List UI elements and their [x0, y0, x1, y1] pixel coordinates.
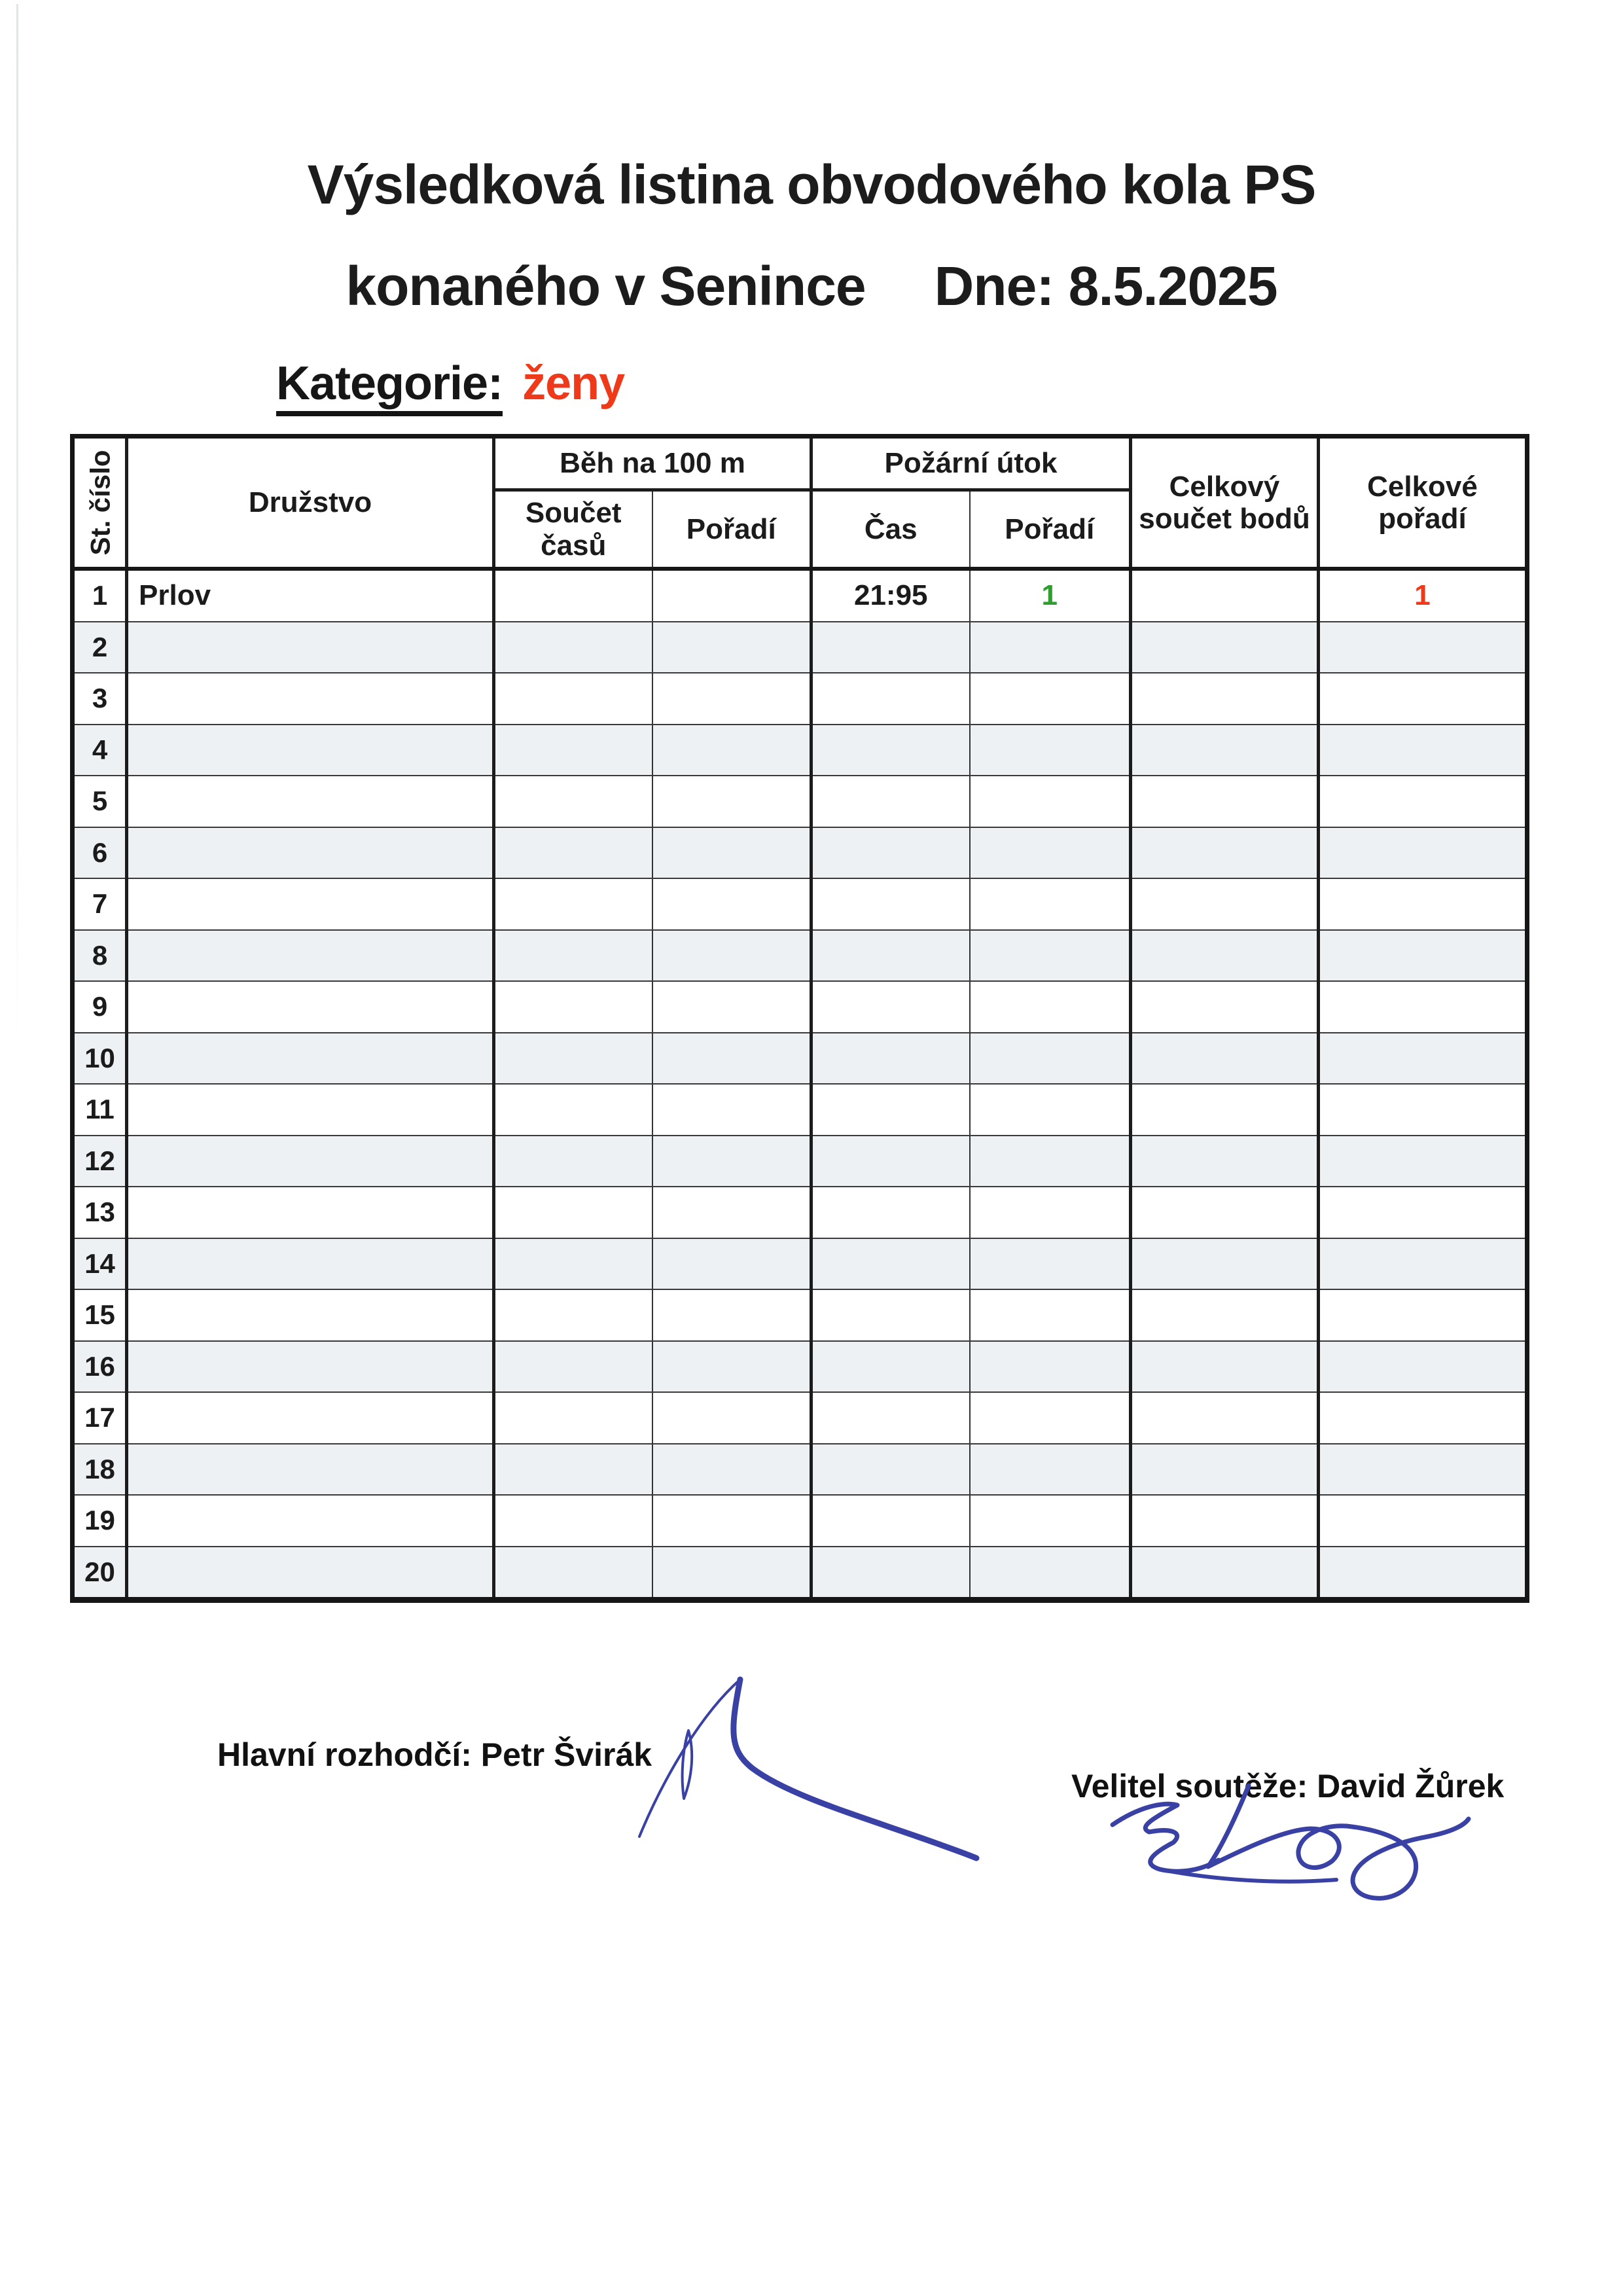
- column-header-poradi-utok: Pořadí: [970, 490, 1131, 569]
- row-14-celkovy_soucet: [1131, 1238, 1319, 1290]
- row-11-druzstvo: [127, 1084, 494, 1136]
- row-9-druzstvo: [127, 981, 494, 1033]
- row-14-utok_cas: [812, 1238, 970, 1290]
- row-3-beh_poradi: [652, 673, 812, 725]
- row-4-celkove_poradi: [1319, 725, 1527, 776]
- table-row: [73, 827, 1527, 879]
- row-11-utok_cas: [812, 1084, 970, 1136]
- row-6-utok_cas: [812, 827, 970, 879]
- row-4-druzstvo: [127, 725, 494, 776]
- row-16-beh_soucet: [494, 1341, 652, 1393]
- column-header-celkove-poradi: Celkové pořadí: [1319, 437, 1527, 569]
- row-15-celkovy_soucet: [1131, 1289, 1319, 1341]
- row-15-celkove_poradi: [1319, 1289, 1527, 1341]
- table-row: [73, 1084, 1527, 1136]
- row-6-druzstvo: [127, 827, 494, 879]
- row-16-celkove_poradi: [1319, 1341, 1527, 1393]
- row-10-utok_poradi: [970, 1033, 1131, 1085]
- table-row: [73, 1187, 1527, 1238]
- results-table: [70, 434, 1529, 1603]
- row-17-utok_poradi: [970, 1392, 1131, 1444]
- row-3-celkovy_soucet: [1131, 673, 1319, 725]
- row-20-num: 20: [73, 1547, 127, 1600]
- row-7-celkove_poradi: [1319, 878, 1527, 930]
- row-4-utok_cas: [812, 725, 970, 776]
- row-17-celkovy_soucet: [1131, 1392, 1319, 1444]
- row-10-beh_soucet: [494, 1033, 652, 1085]
- row-1-druzstvo: Prlov: [127, 569, 494, 622]
- table-row: [73, 622, 1527, 673]
- row-20-druzstvo: [127, 1547, 494, 1600]
- row-5-druzstvo: [127, 776, 494, 827]
- row-6-celkovy_soucet: [1131, 827, 1319, 879]
- row-1-utok_cas: 21:95: [812, 569, 970, 622]
- row-2-utok_poradi: [970, 622, 1131, 673]
- table-row: [73, 1495, 1527, 1547]
- row-2-beh_poradi: [652, 622, 812, 673]
- row-16-celkovy_soucet: [1131, 1341, 1319, 1393]
- row-10-utok_cas: [812, 1033, 970, 1085]
- row-5-celkovy_soucet: [1131, 776, 1319, 827]
- row-9-celkove_poradi: [1319, 981, 1527, 1033]
- row-7-celkovy_soucet: [1131, 878, 1319, 930]
- row-13-celkove_poradi: [1319, 1187, 1527, 1238]
- category-value: ženy: [522, 357, 625, 410]
- row-9-utok_poradi: [970, 981, 1131, 1033]
- row-13-celkovy_soucet: [1131, 1187, 1319, 1238]
- row-3-celkove_poradi: [1319, 673, 1527, 725]
- row-17-utok_cas: [812, 1392, 970, 1444]
- page-title-line2: [0, 236, 1623, 337]
- row-5-num: 5: [73, 776, 127, 827]
- row-3-druzstvo: [127, 673, 494, 725]
- row-3-num: 3: [73, 673, 127, 725]
- row-1-utok_poradi: 1: [970, 569, 1131, 622]
- row-20-celkove_poradi: [1319, 1547, 1527, 1600]
- row-2-druzstvo: [127, 622, 494, 673]
- competition-commander-label: Velitel soutěže: David Žůrek: [1071, 1768, 1505, 1804]
- row-17-celkove_poradi: [1319, 1392, 1527, 1444]
- row-18-num: 18: [73, 1444, 127, 1496]
- row-14-beh_poradi: [652, 1238, 812, 1290]
- row-19-utok_cas: [812, 1495, 970, 1547]
- row-10-druzstvo: [127, 1033, 494, 1085]
- row-15-beh_poradi: [652, 1289, 812, 1341]
- row-4-beh_poradi: [652, 725, 812, 776]
- row-17-druzstvo: [127, 1392, 494, 1444]
- row-5-utok_cas: [812, 776, 970, 827]
- row-7-utok_cas: [812, 878, 970, 930]
- row-4-beh_soucet: [494, 725, 652, 776]
- table-row: [73, 1136, 1527, 1187]
- row-6-num: 6: [73, 827, 127, 879]
- row-15-utok_cas: [812, 1289, 970, 1341]
- row-2-beh_soucet: [494, 622, 652, 673]
- row-18-utok_cas: [812, 1444, 970, 1496]
- row-16-utok_poradi: [970, 1341, 1131, 1393]
- row-13-utok_poradi: [970, 1187, 1131, 1238]
- table-row: [73, 1444, 1527, 1496]
- row-6-beh_poradi: [652, 827, 812, 879]
- row-19-num: 19: [73, 1495, 127, 1547]
- row-14-celkove_poradi: [1319, 1238, 1527, 1290]
- column-header-poradi-beh: Pořadí: [652, 490, 812, 569]
- row-19-druzstvo: [127, 1495, 494, 1547]
- row-9-beh_poradi: [652, 981, 812, 1033]
- row-17-num: 17: [73, 1392, 127, 1444]
- row-9-utok_cas: [812, 981, 970, 1033]
- table-row: [73, 1547, 1527, 1600]
- row-3-utok_cas: [812, 673, 970, 725]
- row-11-celkove_poradi: [1319, 1084, 1527, 1136]
- chief-referee-label: Hlavní rozhodčí: Petr Švirák: [217, 1736, 652, 1773]
- row-10-celkovy_soucet: [1131, 1033, 1319, 1085]
- row-15-druzstvo: [127, 1289, 494, 1341]
- row-13-druzstvo: [127, 1187, 494, 1238]
- row-1-celkove_poradi: 1: [1319, 569, 1527, 622]
- table-row: [73, 1033, 1527, 1085]
- row-11-num: 11: [73, 1084, 127, 1136]
- column-header-soucet-casu: Součet časů: [494, 490, 652, 569]
- row-11-celkovy_soucet: [1131, 1084, 1319, 1136]
- table-row: [73, 1289, 1527, 1341]
- table-row: [73, 1238, 1527, 1290]
- row-10-beh_poradi: [652, 1033, 812, 1085]
- row-15-utok_poradi: [970, 1289, 1131, 1341]
- row-2-celkove_poradi: [1319, 622, 1527, 673]
- row-7-beh_poradi: [652, 878, 812, 930]
- row-3-beh_soucet: [494, 673, 652, 725]
- row-16-utok_cas: [812, 1341, 970, 1393]
- table-row: [73, 1392, 1527, 1444]
- row-1-celkovy_soucet: [1131, 569, 1319, 622]
- table-row: [73, 981, 1527, 1033]
- row-20-utok_cas: [812, 1547, 970, 1600]
- row-5-celkove_poradi: [1319, 776, 1527, 827]
- table-row: [73, 878, 1527, 930]
- row-10-num: 10: [73, 1033, 127, 1085]
- column-header-celkovy-soucet: Celkový součet bodů: [1131, 437, 1319, 569]
- table-row: [73, 776, 1527, 827]
- row-7-utok_poradi: [970, 878, 1131, 930]
- row-15-num: 15: [73, 1289, 127, 1341]
- row-13-utok_cas: [812, 1187, 970, 1238]
- page-title: [0, 134, 1623, 337]
- row-17-beh_poradi: [652, 1392, 812, 1444]
- row-19-celkovy_soucet: [1131, 1495, 1319, 1547]
- table-row: [73, 930, 1527, 982]
- row-12-celkovy_soucet: [1131, 1136, 1319, 1187]
- row-6-beh_soucet: [494, 827, 652, 879]
- column-header-st-cislo: St. číslo: [73, 437, 127, 569]
- row-20-utok_poradi: [970, 1547, 1131, 1600]
- column-header-cas: Čas: [812, 490, 970, 569]
- row-11-beh_soucet: [494, 1084, 652, 1136]
- row-16-druzstvo: [127, 1341, 494, 1393]
- row-2-utok_cas: [812, 622, 970, 673]
- row-7-druzstvo: [127, 878, 494, 930]
- row-19-beh_soucet: [494, 1495, 652, 1547]
- row-5-beh_poradi: [652, 776, 812, 827]
- row-12-utok_cas: [812, 1136, 970, 1187]
- row-18-celkove_poradi: [1319, 1444, 1527, 1496]
- row-1-beh_soucet: [494, 569, 652, 622]
- page-title-line1: Výsledková listina obvodového kola PS: [307, 154, 1316, 215]
- chief-referee-signature: [639, 1679, 976, 1858]
- row-12-beh_poradi: [652, 1136, 812, 1187]
- column-header-beh-100m: Běh na 100 m: [494, 437, 812, 490]
- row-11-beh_poradi: [652, 1084, 812, 1136]
- row-8-num: 8: [73, 930, 127, 982]
- category-label: Kategorie:: [276, 357, 503, 416]
- row-2-celkovy_soucet: [1131, 622, 1319, 673]
- table-row: [73, 1341, 1527, 1393]
- row-2-num: 2: [73, 622, 127, 673]
- row-5-beh_soucet: [494, 776, 652, 827]
- row-13-beh_soucet: [494, 1187, 652, 1238]
- row-11-utok_poradi: [970, 1084, 1131, 1136]
- row-18-beh_poradi: [652, 1444, 812, 1496]
- row-20-beh_soucet: [494, 1547, 652, 1600]
- row-19-beh_poradi: [652, 1495, 812, 1547]
- row-9-num: 9: [73, 981, 127, 1033]
- row-8-beh_soucet: [494, 930, 652, 982]
- row-1-num: 1: [73, 569, 127, 622]
- row-10-celkove_poradi: [1319, 1033, 1527, 1085]
- row-13-beh_poradi: [652, 1187, 812, 1238]
- row-9-celkovy_soucet: [1131, 981, 1319, 1033]
- row-8-celkovy_soucet: [1131, 930, 1319, 982]
- row-15-beh_soucet: [494, 1289, 652, 1341]
- row-13-num: 13: [73, 1187, 127, 1238]
- row-18-celkovy_soucet: [1131, 1444, 1319, 1496]
- row-7-num: 7: [73, 878, 127, 930]
- row-12-utok_poradi: [970, 1136, 1131, 1187]
- row-8-utok_cas: [812, 930, 970, 982]
- row-4-utok_poradi: [970, 725, 1131, 776]
- row-5-utok_poradi: [970, 776, 1131, 827]
- table-row: [73, 725, 1527, 776]
- row-20-beh_poradi: [652, 1547, 812, 1600]
- row-12-druzstvo: [127, 1136, 494, 1187]
- row-19-utok_poradi: [970, 1495, 1131, 1547]
- row-4-celkovy_soucet: [1131, 725, 1319, 776]
- row-18-beh_soucet: [494, 1444, 652, 1496]
- row-8-druzstvo: [127, 930, 494, 982]
- row-8-utok_poradi: [970, 930, 1131, 982]
- row-12-beh_soucet: [494, 1136, 652, 1187]
- row-6-celkove_poradi: [1319, 827, 1527, 879]
- row-16-beh_poradi: [652, 1341, 812, 1393]
- row-19-celkove_poradi: [1319, 1495, 1527, 1547]
- row-3-utok_poradi: [970, 673, 1131, 725]
- title-date: Dne: 8.5.2025: [934, 255, 1277, 317]
- row-1-beh_poradi: [652, 569, 812, 622]
- row-7-beh_soucet: [494, 878, 652, 930]
- column-header-pozarni-utok: Požární útok: [812, 437, 1131, 490]
- row-8-celkove_poradi: [1319, 930, 1527, 982]
- row-20-celkovy_soucet: [1131, 1547, 1319, 1600]
- row-12-celkove_poradi: [1319, 1136, 1527, 1187]
- row-14-num: 14: [73, 1238, 127, 1290]
- row-18-druzstvo: [127, 1444, 494, 1496]
- row-17-beh_soucet: [494, 1392, 652, 1444]
- row-9-beh_soucet: [494, 981, 652, 1033]
- table-row: [73, 569, 1527, 622]
- title-location: konaného v Senince: [346, 255, 866, 317]
- row-6-utok_poradi: [970, 827, 1131, 879]
- table-row: [73, 673, 1527, 725]
- category-line: [276, 357, 624, 410]
- row-12-num: 12: [73, 1136, 127, 1187]
- row-8-beh_poradi: [652, 930, 812, 982]
- row-14-druzstvo: [127, 1238, 494, 1290]
- row-16-num: 16: [73, 1341, 127, 1393]
- column-header-druzstvo: Družstvo: [127, 437, 494, 569]
- row-14-beh_soucet: [494, 1238, 652, 1290]
- row-4-num: 4: [73, 725, 127, 776]
- row-18-utok_poradi: [970, 1444, 1131, 1496]
- row-14-utok_poradi: [970, 1238, 1131, 1290]
